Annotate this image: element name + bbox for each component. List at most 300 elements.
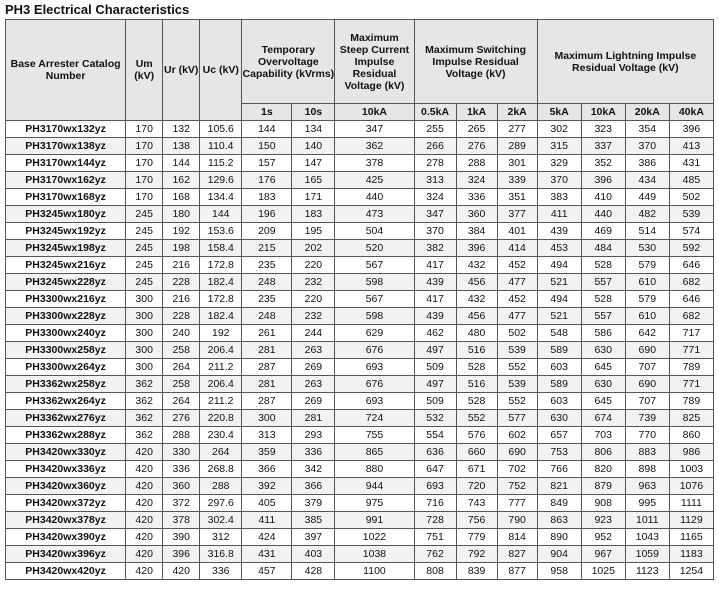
cell-catalog: PH3420wx390yz (6, 529, 126, 546)
cell-lightning-5ka: 657 (537, 427, 581, 444)
cell-lightning-10ka: 557 (581, 274, 625, 291)
cell-tov-10s: 134 (292, 121, 335, 138)
cell-lightning-20ka: 883 (625, 444, 669, 461)
cell-lightning-20ka: 707 (625, 359, 669, 376)
cell-switching-2ka: 814 (497, 529, 537, 546)
cell-lightning-40ka: 789 (669, 359, 713, 376)
cell-switching-2ka: 777 (497, 495, 537, 512)
table-row (6, 206, 714, 223)
cell-lightning-40ka: 682 (669, 308, 713, 325)
cell-uc: 172.8 (200, 257, 242, 274)
cell-switching-0-5ka: 636 (414, 444, 456, 461)
table-row (6, 325, 714, 342)
cell-catalog: PH3170wx168yz (6, 189, 126, 206)
cell-tov-1s: 150 (242, 138, 292, 155)
cell-lightning-5ka: 548 (537, 325, 581, 342)
cell-lightning-20ka: 707 (625, 393, 669, 410)
table-row (6, 240, 714, 257)
cell-tov-1s: 215 (242, 240, 292, 257)
cell-lightning-20ka: 1043 (625, 529, 669, 546)
cell-switching-2ka: 414 (497, 240, 537, 257)
cell-ur: 276 (163, 410, 200, 427)
cell-switching-2ka: 277 (497, 121, 537, 138)
cell-lightning-5ka: 863 (537, 512, 581, 529)
cell-catalog: PH3362wx288yz (6, 427, 126, 444)
cell-lightning-10ka: 337 (581, 138, 625, 155)
cell-catalog: PH3245wx180yz (6, 206, 126, 223)
cell-switching-1ka: 792 (456, 546, 497, 563)
cell-steep-10ka: 378 (335, 155, 414, 172)
header-steep: Maximum Steep Current Impulse Residual Voltage (kV) (335, 20, 414, 104)
cell-um: 420 (126, 478, 163, 495)
header-ur: Ur (kV) (163, 20, 200, 121)
cell-lightning-40ka: 771 (669, 342, 713, 359)
cell-switching-0-5ka: 347 (414, 206, 456, 223)
table-row (6, 410, 714, 427)
subheader-steep-10ka: 10kA (335, 104, 414, 121)
cell-steep-10ka: 1100 (335, 563, 414, 580)
table-row (6, 546, 714, 563)
cell-switching-0-5ka: 532 (414, 410, 456, 427)
cell-uc: 336 (200, 563, 242, 580)
cell-um: 420 (126, 444, 163, 461)
subheader-lightning-40ka: 40kA (669, 104, 713, 121)
cell-switching-2ka: 401 (497, 223, 537, 240)
header-switching: Maximum Switching Impulse Residual Voltage (kV) (414, 20, 537, 104)
table-row (6, 376, 714, 393)
cell-ur: 216 (163, 257, 200, 274)
cell-catalog: PH3362wx264yz (6, 393, 126, 410)
cell-lightning-5ka: 589 (537, 342, 581, 359)
cell-uc: 264 (200, 444, 242, 461)
cell-switching-0-5ka: 728 (414, 512, 456, 529)
cell-switching-2ka: 477 (497, 308, 537, 325)
cell-steep-10ka: 693 (335, 393, 414, 410)
cell-catalog: PH3300wx258yz (6, 342, 126, 359)
cell-um: 362 (126, 393, 163, 410)
cell-um: 300 (126, 291, 163, 308)
cell-lightning-40ka: 396 (669, 121, 713, 138)
cell-tov-1s: 281 (242, 342, 292, 359)
cell-tov-10s: 263 (292, 342, 335, 359)
table-title: PH3 Electrical Characteristics (5, 2, 190, 17)
cell-steep-10ka: 1022 (335, 529, 414, 546)
cell-lightning-5ka: 329 (537, 155, 581, 172)
cell-lightning-20ka: 690 (625, 342, 669, 359)
table-row (6, 461, 714, 478)
cell-catalog: PH3300wx216yz (6, 291, 126, 308)
cell-switching-0-5ka: 417 (414, 291, 456, 308)
cell-ur: 162 (163, 172, 200, 189)
cell-switching-2ka: 752 (497, 478, 537, 495)
subheader-lightning-10ka: 10kA (581, 104, 625, 121)
cell-lightning-20ka: 386 (625, 155, 669, 172)
cell-ur: 192 (163, 223, 200, 240)
subheader-switching-0-5ka: 0.5kA (414, 104, 456, 121)
cell-lightning-5ka: 521 (537, 274, 581, 291)
cell-tov-1s: 176 (242, 172, 292, 189)
cell-switching-2ka: 702 (497, 461, 537, 478)
cell-lightning-20ka: 1011 (625, 512, 669, 529)
cell-lightning-5ka: 630 (537, 410, 581, 427)
cell-steep-10ka: 567 (335, 291, 414, 308)
cell-lightning-10ka: 557 (581, 308, 625, 325)
cell-switching-0-5ka: 509 (414, 359, 456, 376)
cell-tov-10s: 403 (292, 546, 335, 563)
cell-lightning-40ka: 502 (669, 189, 713, 206)
cell-steep-10ka: 724 (335, 410, 414, 427)
cell-steep-10ka: 676 (335, 376, 414, 393)
cell-tov-10s: 269 (292, 393, 335, 410)
cell-lightning-40ka: 646 (669, 257, 713, 274)
cell-lightning-5ka: 603 (537, 393, 581, 410)
cell-switching-2ka: 377 (497, 206, 537, 223)
cell-switching-2ka: 502 (497, 325, 537, 342)
cell-ur: 228 (163, 274, 200, 291)
cell-tov-10s: 293 (292, 427, 335, 444)
cell-ur: 264 (163, 359, 200, 376)
table-row (6, 359, 714, 376)
cell-um: 170 (126, 172, 163, 189)
cell-switching-2ka: 790 (497, 512, 537, 529)
cell-um: 245 (126, 206, 163, 223)
subheader-lightning-5ka: 5kA (537, 104, 581, 121)
cell-lightning-10ka: 703 (581, 427, 625, 444)
cell-ur: 228 (163, 308, 200, 325)
cell-switching-1ka: 288 (456, 155, 497, 172)
cell-ur: 396 (163, 546, 200, 563)
table-row (6, 529, 714, 546)
cell-tov-10s: 336 (292, 444, 335, 461)
cell-switching-1ka: 336 (456, 189, 497, 206)
cell-switching-2ka: 477 (497, 274, 537, 291)
cell-switching-2ka: 552 (497, 359, 537, 376)
cell-tov-1s: 424 (242, 529, 292, 546)
cell-tov-10s: 342 (292, 461, 335, 478)
cell-lightning-40ka: 717 (669, 325, 713, 342)
cell-ur: 258 (163, 376, 200, 393)
cell-lightning-10ka: 469 (581, 223, 625, 240)
cell-uc: 153.6 (200, 223, 242, 240)
cell-catalog: PH3170wx132yz (6, 121, 126, 138)
cell-uc: 211.2 (200, 359, 242, 376)
cell-tov-1s: 261 (242, 325, 292, 342)
cell-catalog: PH3362wx258yz (6, 376, 126, 393)
cell-tov-10s: 202 (292, 240, 335, 257)
cell-switching-1ka: 480 (456, 325, 497, 342)
cell-switching-1ka: 743 (456, 495, 497, 512)
table-row (6, 342, 714, 359)
cell-um: 170 (126, 155, 163, 172)
cell-lightning-20ka: 898 (625, 461, 669, 478)
cell-switching-2ka: 827 (497, 546, 537, 563)
cell-switching-0-5ka: 313 (414, 172, 456, 189)
cell-ur: 360 (163, 478, 200, 495)
cell-switching-0-5ka: 716 (414, 495, 456, 512)
subheader-tov-10s: 10s (292, 104, 335, 121)
cell-switching-1ka: 276 (456, 138, 497, 155)
cell-switching-1ka: 324 (456, 172, 497, 189)
cell-uc: 297.6 (200, 495, 242, 512)
cell-lightning-40ka: 1183 (669, 546, 713, 563)
cell-switching-1ka: 432 (456, 291, 497, 308)
cell-tov-1s: 411 (242, 512, 292, 529)
cell-lightning-40ka: 986 (669, 444, 713, 461)
cell-um: 420 (126, 529, 163, 546)
cell-switching-2ka: 289 (497, 138, 537, 155)
cell-ur: 420 (163, 563, 200, 580)
cell-steep-10ka: 598 (335, 308, 414, 325)
cell-tov-1s: 248 (242, 308, 292, 325)
cell-uc: 220.8 (200, 410, 242, 427)
subheader-lightning-20ka: 20kA (625, 104, 669, 121)
cell-um: 245 (126, 257, 163, 274)
cell-lightning-20ka: 530 (625, 240, 669, 257)
cell-ur: 216 (163, 291, 200, 308)
cell-lightning-10ka: 440 (581, 206, 625, 223)
cell-steep-10ka: 865 (335, 444, 414, 461)
cell-lightning-20ka: 1059 (625, 546, 669, 563)
cell-tov-1s: 157 (242, 155, 292, 172)
cell-lightning-10ka: 1025 (581, 563, 625, 580)
cell-lightning-10ka: 879 (581, 478, 625, 495)
table-row (6, 478, 714, 495)
cell-lightning-10ka: 630 (581, 376, 625, 393)
cell-switching-1ka: 384 (456, 223, 497, 240)
cell-um: 300 (126, 342, 163, 359)
cell-lightning-20ka: 995 (625, 495, 669, 512)
cell-switching-1ka: 456 (456, 274, 497, 291)
cell-catalog: PH3420wx336yz (6, 461, 126, 478)
cell-steep-10ka: 520 (335, 240, 414, 257)
cell-lightning-40ka: 592 (669, 240, 713, 257)
cell-lightning-40ka: 771 (669, 376, 713, 393)
cell-um: 245 (126, 274, 163, 291)
cell-lightning-10ka: 630 (581, 342, 625, 359)
table-row (6, 427, 714, 444)
cell-uc: 182.4 (200, 274, 242, 291)
cell-lightning-20ka: 1123 (625, 563, 669, 580)
cell-um: 245 (126, 223, 163, 240)
cell-tov-1s: 287 (242, 359, 292, 376)
cell-lightning-5ka: 589 (537, 376, 581, 393)
cell-um: 170 (126, 189, 163, 206)
cell-lightning-5ka: 821 (537, 478, 581, 495)
header-um: Um (kV) (126, 20, 163, 121)
cell-switching-0-5ka: 278 (414, 155, 456, 172)
cell-lightning-40ka: 539 (669, 206, 713, 223)
cell-lightning-5ka: 302 (537, 121, 581, 138)
cell-uc: 302.4 (200, 512, 242, 529)
cell-lightning-10ka: 484 (581, 240, 625, 257)
electrical-characteristics-table (5, 19, 714, 580)
cell-lightning-40ka: 485 (669, 172, 713, 189)
cell-switching-0-5ka: 751 (414, 529, 456, 546)
cell-lightning-20ka: 610 (625, 274, 669, 291)
cell-steep-10ka: 944 (335, 478, 414, 495)
cell-lightning-40ka: 1076 (669, 478, 713, 495)
cell-steep-10ka: 504 (335, 223, 414, 240)
subheader-switching-1ka: 1kA (456, 104, 497, 121)
cell-ur: 240 (163, 325, 200, 342)
cell-ur: 330 (163, 444, 200, 461)
cell-lightning-5ka: 439 (537, 223, 581, 240)
cell-lightning-10ka: 586 (581, 325, 625, 342)
cell-catalog: PH3420wx420yz (6, 563, 126, 580)
cell-switching-1ka: 528 (456, 359, 497, 376)
cell-ur: 288 (163, 427, 200, 444)
cell-switching-2ka: 339 (497, 172, 537, 189)
cell-lightning-5ka: 603 (537, 359, 581, 376)
cell-um: 170 (126, 138, 163, 155)
cell-lightning-10ka: 528 (581, 291, 625, 308)
cell-switching-0-5ka: 382 (414, 240, 456, 257)
cell-switching-2ka: 539 (497, 342, 537, 359)
cell-lightning-5ka: 766 (537, 461, 581, 478)
cell-uc: 182.4 (200, 308, 242, 325)
cell-ur: 198 (163, 240, 200, 257)
table-row (6, 444, 714, 461)
cell-switching-1ka: 396 (456, 240, 497, 257)
cell-ur: 180 (163, 206, 200, 223)
cell-steep-10ka: 473 (335, 206, 414, 223)
cell-steep-10ka: 362 (335, 138, 414, 155)
cell-lightning-10ka: 967 (581, 546, 625, 563)
cell-switching-0-5ka: 554 (414, 427, 456, 444)
table-row (6, 291, 714, 308)
cell-lightning-10ka: 820 (581, 461, 625, 478)
cell-ur: 144 (163, 155, 200, 172)
cell-catalog: PH3420wx360yz (6, 478, 126, 495)
cell-lightning-20ka: 690 (625, 376, 669, 393)
cell-um: 362 (126, 427, 163, 444)
cell-tov-10s: 171 (292, 189, 335, 206)
cell-catalog: PH3170wx144yz (6, 155, 126, 172)
cell-catalog: PH3245wx216yz (6, 257, 126, 274)
cell-tov-1s: 235 (242, 291, 292, 308)
cell-switching-1ka: 720 (456, 478, 497, 495)
cell-steep-10ka: 425 (335, 172, 414, 189)
cell-switching-2ka: 452 (497, 257, 537, 274)
cell-lightning-10ka: 528 (581, 257, 625, 274)
table-body (6, 121, 714, 580)
cell-catalog: PH3362wx276yz (6, 410, 126, 427)
cell-switching-0-5ka: 255 (414, 121, 456, 138)
cell-lightning-40ka: 413 (669, 138, 713, 155)
header-uc: Uc (kV) (200, 20, 242, 121)
cell-lightning-20ka: 449 (625, 189, 669, 206)
cell-tov-1s: 287 (242, 393, 292, 410)
cell-lightning-10ka: 952 (581, 529, 625, 546)
cell-catalog: PH3420wx372yz (6, 495, 126, 512)
cell-switching-1ka: 576 (456, 427, 497, 444)
cell-tov-1s: 431 (242, 546, 292, 563)
cell-lightning-5ka: 958 (537, 563, 581, 580)
cell-ur: 372 (163, 495, 200, 512)
header-tov: Temporary Overvoltage Capability (kVrms) (242, 20, 335, 104)
cell-lightning-40ka: 860 (669, 427, 713, 444)
cell-lightning-10ka: 352 (581, 155, 625, 172)
cell-um: 420 (126, 512, 163, 529)
cell-lightning-5ka: 453 (537, 240, 581, 257)
cell-catalog: PH3245wx192yz (6, 223, 126, 240)
cell-tov-1s: 209 (242, 223, 292, 240)
cell-tov-1s: 359 (242, 444, 292, 461)
table-row (6, 189, 714, 206)
cell-steep-10ka: 755 (335, 427, 414, 444)
cell-switching-0-5ka: 439 (414, 308, 456, 325)
cell-steep-10ka: 975 (335, 495, 414, 512)
cell-switching-1ka: 779 (456, 529, 497, 546)
cell-um: 420 (126, 461, 163, 478)
cell-lightning-40ka: 1254 (669, 563, 713, 580)
cell-tov-10s: 220 (292, 291, 335, 308)
cell-switching-0-5ka: 647 (414, 461, 456, 478)
cell-lightning-20ka: 963 (625, 478, 669, 495)
cell-lightning-5ka: 370 (537, 172, 581, 189)
cell-uc: 211.2 (200, 393, 242, 410)
cell-tov-1s: 366 (242, 461, 292, 478)
cell-lightning-10ka: 645 (581, 359, 625, 376)
cell-um: 420 (126, 563, 163, 580)
cell-switching-1ka: 516 (456, 376, 497, 393)
cell-catalog: PH3245wx228yz (6, 274, 126, 291)
cell-steep-10ka: 991 (335, 512, 414, 529)
cell-steep-10ka: 598 (335, 274, 414, 291)
cell-switching-1ka: 839 (456, 563, 497, 580)
cell-lightning-10ka: 674 (581, 410, 625, 427)
cell-switching-0-5ka: 693 (414, 478, 456, 495)
cell-lightning-20ka: 370 (625, 138, 669, 155)
cell-ur: 132 (163, 121, 200, 138)
cell-steep-10ka: 347 (335, 121, 414, 138)
cell-switching-2ka: 301 (497, 155, 537, 172)
cell-steep-10ka: 880 (335, 461, 414, 478)
cell-uc: 105.6 (200, 121, 242, 138)
cell-um: 170 (126, 121, 163, 138)
cell-lightning-20ka: 642 (625, 325, 669, 342)
cell-lightning-10ka: 410 (581, 189, 625, 206)
cell-switching-0-5ka: 762 (414, 546, 456, 563)
cell-tov-1s: 313 (242, 427, 292, 444)
cell-lightning-40ka: 789 (669, 393, 713, 410)
cell-lightning-10ka: 908 (581, 495, 625, 512)
cell-switching-1ka: 756 (456, 512, 497, 529)
cell-lightning-5ka: 494 (537, 257, 581, 274)
cell-switching-0-5ka: 370 (414, 223, 456, 240)
cell-switching-2ka: 602 (497, 427, 537, 444)
cell-um: 362 (126, 410, 163, 427)
cell-catalog: PH3300wx264yz (6, 359, 126, 376)
table-row (6, 172, 714, 189)
cell-lightning-5ka: 383 (537, 189, 581, 206)
cell-lightning-10ka: 645 (581, 393, 625, 410)
cell-lightning-40ka: 1003 (669, 461, 713, 478)
cell-catalog: PH3300wx240yz (6, 325, 126, 342)
table-row (6, 563, 714, 580)
cell-steep-10ka: 676 (335, 342, 414, 359)
cell-lightning-40ka: 574 (669, 223, 713, 240)
cell-lightning-40ka: 646 (669, 291, 713, 308)
cell-lightning-5ka: 411 (537, 206, 581, 223)
subheader-switching-2ka: 2kA (497, 104, 537, 121)
cell-lightning-20ka: 579 (625, 291, 669, 308)
cell-catalog: PH3300wx228yz (6, 308, 126, 325)
cell-tov-1s: 183 (242, 189, 292, 206)
cell-lightning-5ka: 521 (537, 308, 581, 325)
cell-uc: 230.4 (200, 427, 242, 444)
cell-lightning-10ka: 923 (581, 512, 625, 529)
